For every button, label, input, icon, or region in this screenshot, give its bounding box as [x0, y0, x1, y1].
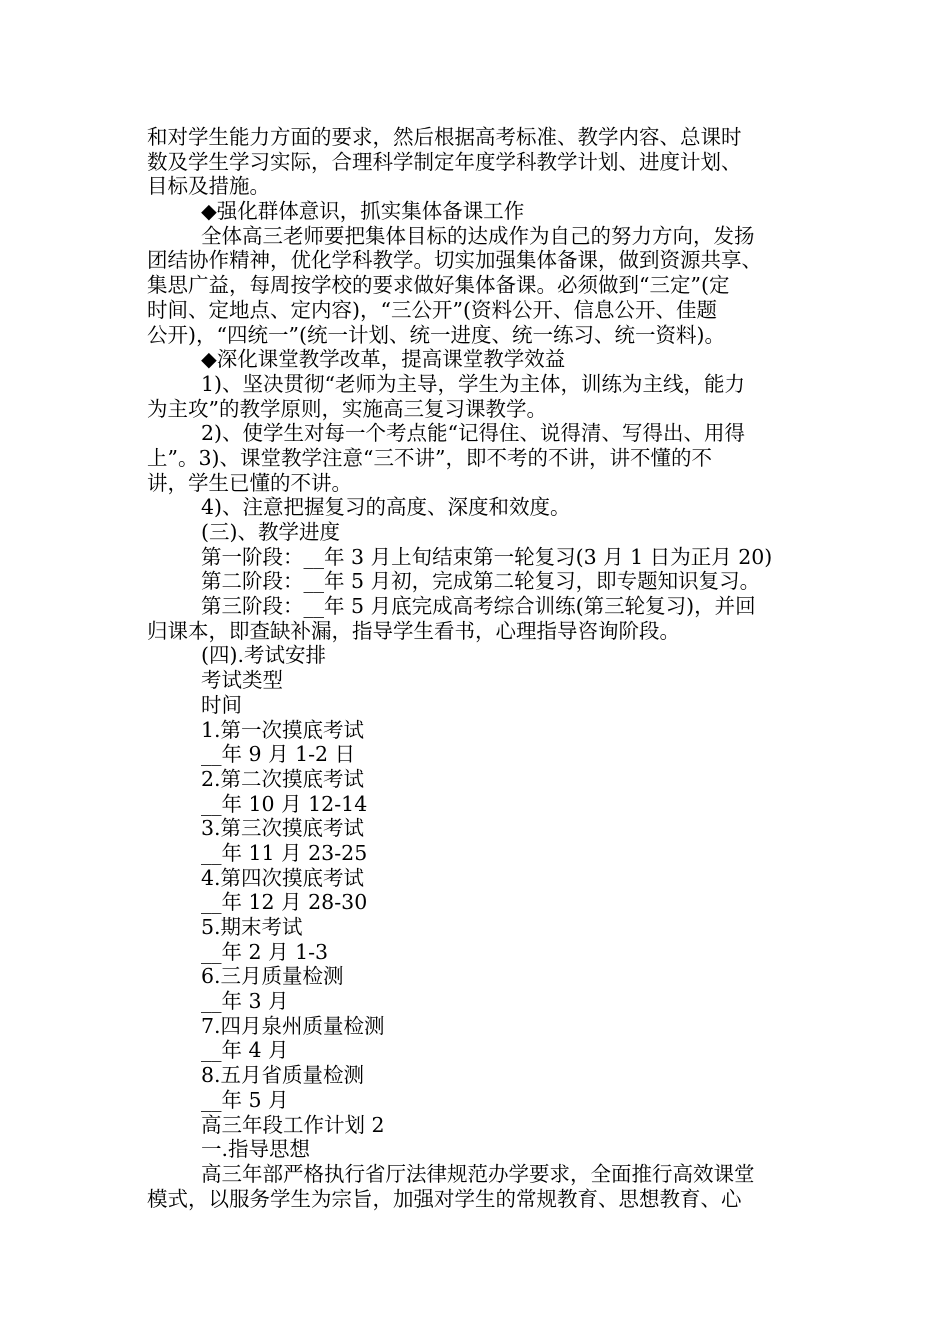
text-line: 4.第四次摸底考试 [201, 865, 365, 890]
text-line: 8.五月省质量检测 [201, 1063, 365, 1088]
text-line: 1.第一次摸底考试 [201, 717, 365, 742]
text-line: 全体高三老师要把集体目标的达成作为自己的努力方向，发扬 [201, 223, 755, 248]
text-line: 7.四月泉州质量检测 [201, 1013, 385, 1038]
text-line: 第二阶段：__年 5 月初，完成第二轮复习，即专题知识复习。 [201, 569, 761, 594]
text-line: __年 10 月 12-14 [201, 791, 368, 816]
text-line: __年 5 月 [201, 1087, 289, 1112]
text-line: 2.第二次摸底考试 [201, 766, 365, 791]
text-line: 6.三月质量检测 [201, 964, 344, 989]
text-line: 和对学生能力方面的要求，然后根据高考标准、教学内容、总课时 [147, 125, 742, 149]
text-line: 目标及措施。 [147, 174, 270, 199]
text-line: 考试类型 [201, 668, 283, 693]
document-body [147, 125, 830, 1211]
text-line: 团结协作精神，优化学科教学。切实加强集体备课，做到资源共享、 [147, 248, 762, 273]
text-line: 高三年部严格执行省厅法律规范办学要求，全面推行高效课堂 [201, 1161, 755, 1186]
text-line: __年 9 月 1-2 日 [201, 742, 356, 767]
text-line: 模式，以服务学生为宗旨，加强对学生的常规教育、思想教育、心 [147, 1186, 742, 1211]
text-line: __年 11 月 23-25 [201, 840, 368, 865]
text-line: __年 12 月 28-30 [201, 890, 368, 915]
text-line: 高三年段工作计划 2 [201, 1112, 385, 1137]
text-line: 公开)，“四统一”(统一计划、统一进度、统一练习、统一资料)。 [147, 322, 725, 347]
text-line: ◆强化群体意识，抓实集体备课工作 [201, 199, 525, 224]
text-line: 1)、坚决贯彻“老师为主导，学生为主体，训练为主线，能力 [201, 371, 746, 396]
text-line: 一.指导思想 [201, 1137, 311, 1162]
text-line: __年 2 月 1-3 [201, 939, 329, 964]
text-line: __年 3 月 [201, 989, 289, 1014]
text-line: 2)、使学生对每一个考点能“记得住、说得清、写得出、用得 [201, 421, 746, 446]
text-line: 3.第三次摸底考试 [201, 816, 365, 841]
text-line: 集思广益，每周按学校的要求做好集体备课。必须做到“三定”(定 [147, 273, 730, 298]
text-line: __年 4 月 [201, 1038, 289, 1063]
text-line: 讲，学生已懂的不讲。 [147, 470, 352, 495]
text-line: (三)、教学进度 [201, 520, 340, 544]
text-line: 4)、注意把握复习的高度、深度和效度。 [201, 495, 571, 520]
text-line: ◆深化课堂教学改革，提高课堂教学效益 [201, 347, 566, 372]
text-line: (四).考试安排 [201, 643, 327, 668]
text-line: 第一阶段：__年 3 月上旬结束第一轮复习(3 月 1 日为正月 20) [201, 544, 773, 569]
text-line: 第三阶段：__年 5 月底完成高考综合训练(第三轮复习)，并回 [201, 594, 756, 619]
text-line: 归课本，即查缺补漏，指导学生看书，心理指导咨询阶段。 [147, 618, 680, 643]
text-line: 5.期末考试 [201, 915, 303, 939]
text-line: 数及学生学习实际，合理科学制定年度学科教学计划、进度计划、 [147, 149, 742, 174]
text-line: 时间、定地点、定内容)，“三公开”(资料公开、信息公开、佳题 [147, 297, 717, 322]
text-line: 上”。3)、课堂教学注意“三不讲”，即不考的不讲，讲不懂的不 [147, 445, 712, 470]
text-line: 为主攻”的教学原则，实施高三复习课教学。 [147, 396, 547, 421]
text-line: 时间 [201, 692, 242, 717]
